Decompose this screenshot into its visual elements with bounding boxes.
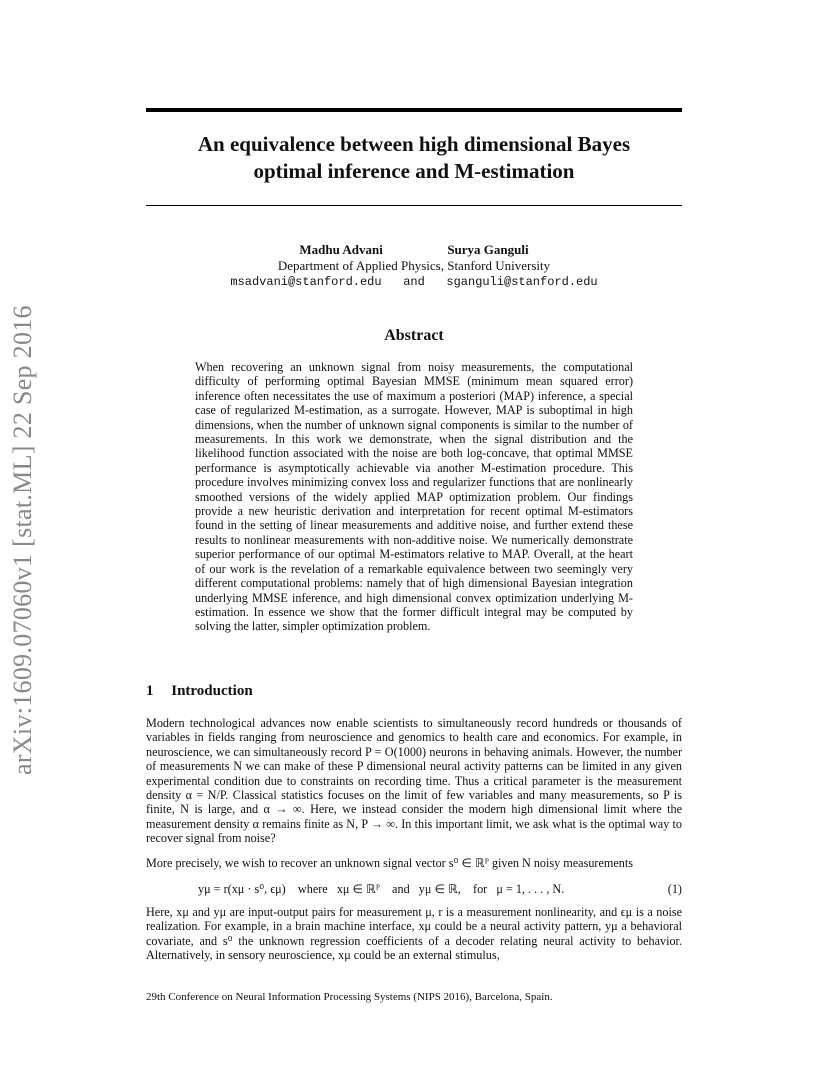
section-heading bbox=[146, 683, 253, 700]
author-1: Madhu Advani bbox=[299, 242, 383, 257]
intro-paragraph-2: More precisely, we wish to recover an unknown signal vector s⁰ ∈ ℝᴾ given N noisy measurements bbox=[146, 856, 634, 870]
author-block bbox=[146, 242, 682, 290]
section-number: 1 bbox=[146, 683, 154, 699]
emails: msadvani@stanford.edu and sganguli@stanford.edu bbox=[230, 275, 598, 289]
arxiv-stamp: arXiv:1609.07060v1 [stat.ML] 22 Sep 2016 bbox=[8, 305, 37, 775]
equation-number: (1) bbox=[667, 882, 682, 896]
affiliation: Department of Applied Physics, Stanford University bbox=[277, 258, 551, 273]
conference-footer: 29th Conference on Neural Information Processing Systems (NIPS 2016), Barcelona, Spain. bbox=[146, 991, 553, 1003]
section-title: Introduction bbox=[171, 683, 253, 699]
abstract-text: When recovering an unknown signal from noisy measurements, the computational difficulty of performing optimal Bayesian MMSE (minimum mean squared error) inference often necessitates the use of maximum a posteriori (MAP) inference, a special case of regularized M-estimation, as a surrogate. However, MAP is suboptimal in high dimensions, when the number of unknown signal components is similar to the number of measurements. In this work we demonstrate, when the signal distribution and the likelihood function associated with the noise are both log-concave, that optimal MMSE performance is asymptotically achievable via another M-estimation procedure. This procedure involves minimizing convex loss and regularizer functions that are nonlinearly smoothed versions of the widely applied MAP optimization problem. Our findings provide a new heuristic derivation and interpretation for recent optimal M-estimators found in the setting of linear measurements and additive noise, and further extend these results to nonlinear measurements with non-additive noise. We numerically demonstrate superior performance of our optimal M-estimators relative to MAP. Overall, at the heart of our work is the revelation of a remarkable equivalence between two seemingly very different computational problems: namely that of high dimensional Bayesian integration underlying MMSE inference, and high dimensional convex optimization underlying M-estimation. In essence we show that the former difficult integral may be computed by solving the latter, simpler optimization problem. bbox=[195, 360, 633, 634]
title-bottom-rule bbox=[146, 205, 682, 206]
intro-paragraph-3: Here, xμ and yμ are input-output pairs for measurement μ, r is a measurement nonlinearity, and ϵμ is a noise realization. For example, in a brain machine interface, xμ could be a neural activity pattern, yμ a behavioral covariate, and s⁰ the unknown regression coefficients of a decoder relating neural activity to behavior. Alternatively, in sensory neuroscience, xμ could be an external stimulus, bbox=[146, 905, 682, 963]
abstract-heading: Abstract bbox=[384, 327, 444, 344]
paper-title bbox=[146, 131, 682, 185]
title-top-rule bbox=[146, 108, 682, 112]
title-line-2: optimal inference and M-estimation bbox=[253, 159, 575, 183]
title-line-1: An equivalence between high dimensional Bayes bbox=[197, 132, 631, 156]
author-2: Surya Ganguli bbox=[447, 242, 529, 257]
intro-paragraph-1: Modern technological advances now enable scientists to simultaneously record hundreds or thousands of variables in fields ranging from neuroscience and genomics to health care and economics. For example, in neuroscience, we can simultaneously record P = O(1000) neurons in behaving animals. However, the number of measurements N we can make of these P dimensional neural activity patterns can be limited in any given experimental condition due to constraints on recording time. Thus a critical parameter is the measurement density α = N/P. Classical statistics focuses on the limit of few variables and many measurements, so P is finite, N is large, and α → ∞. Here, we instead consider the modern high dimensional limit where the measurement density α remains finite as N, P → ∞. In this important limit, we ask what is the optimal way to recover signal from noise? bbox=[146, 716, 682, 846]
equation-body: yμ = r(xμ · s⁰, ϵμ) where xμ ∈ ℝᴾ and yμ ∈ ℝ, for μ = 1, . . . , N. bbox=[198, 882, 565, 896]
author-names bbox=[146, 242, 682, 258]
